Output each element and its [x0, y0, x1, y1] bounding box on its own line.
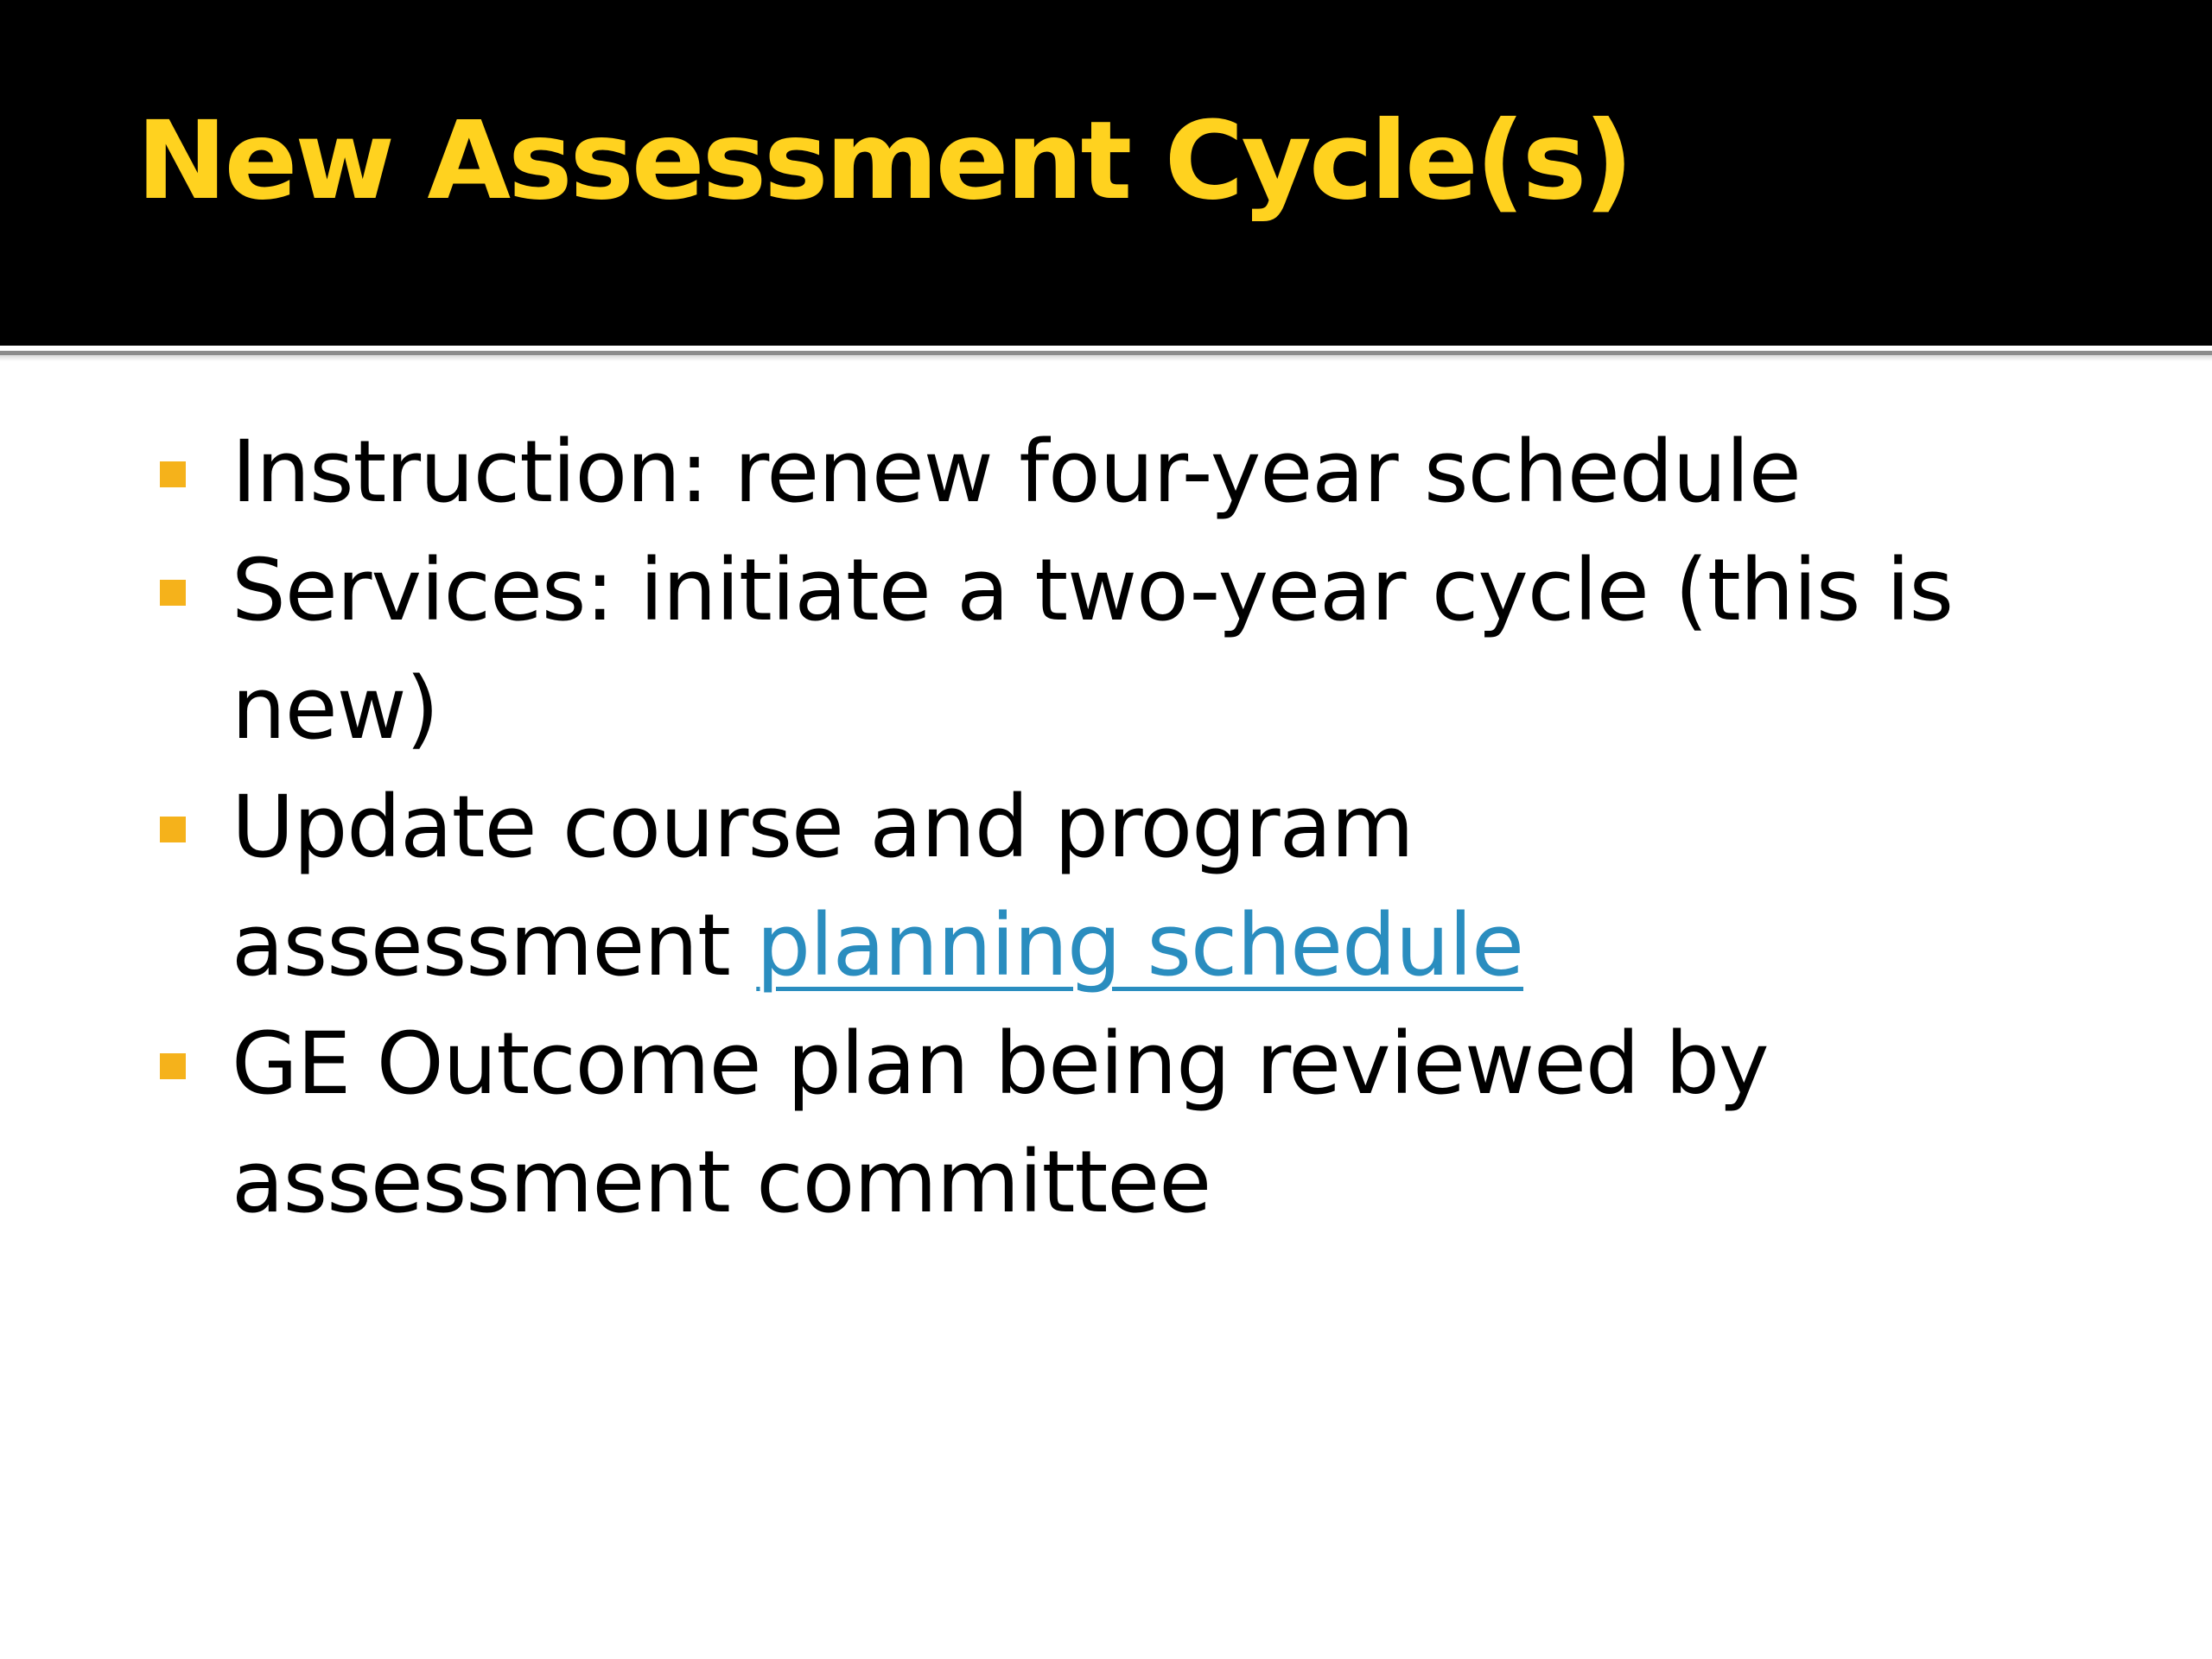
title-band	[0, 0, 2212, 346]
title-divider	[0, 346, 2212, 361]
bullet-text: Services: initiate a two-year cycle (this is new)	[232, 541, 1954, 759]
bullet-text: Instruction: renew four-year schedule	[232, 423, 1801, 522]
bullet-list	[156, 413, 2177, 1242]
square-bullet-icon	[160, 1053, 186, 1079]
bullet-text	[232, 768, 1891, 1005]
bullet-text: GE Outcome plan being reviewed by assessment committee	[232, 1014, 1769, 1232]
planning-schedule-link[interactable]: planning schedule	[756, 896, 1524, 995]
bullet-item-update	[156, 768, 2177, 1005]
square-bullet-icon	[160, 580, 186, 606]
bullet-item-ge-outcome	[156, 1005, 2177, 1242]
bullet-text-lead: Update course and program assessment	[232, 778, 1414, 995]
bullet-item-services	[156, 531, 2177, 768]
square-bullet-icon	[160, 461, 186, 487]
slide-title: New Assessment Cycle(s)	[137, 99, 1631, 224]
square-bullet-icon	[160, 817, 186, 842]
bullet-item-instruction	[156, 413, 2177, 531]
